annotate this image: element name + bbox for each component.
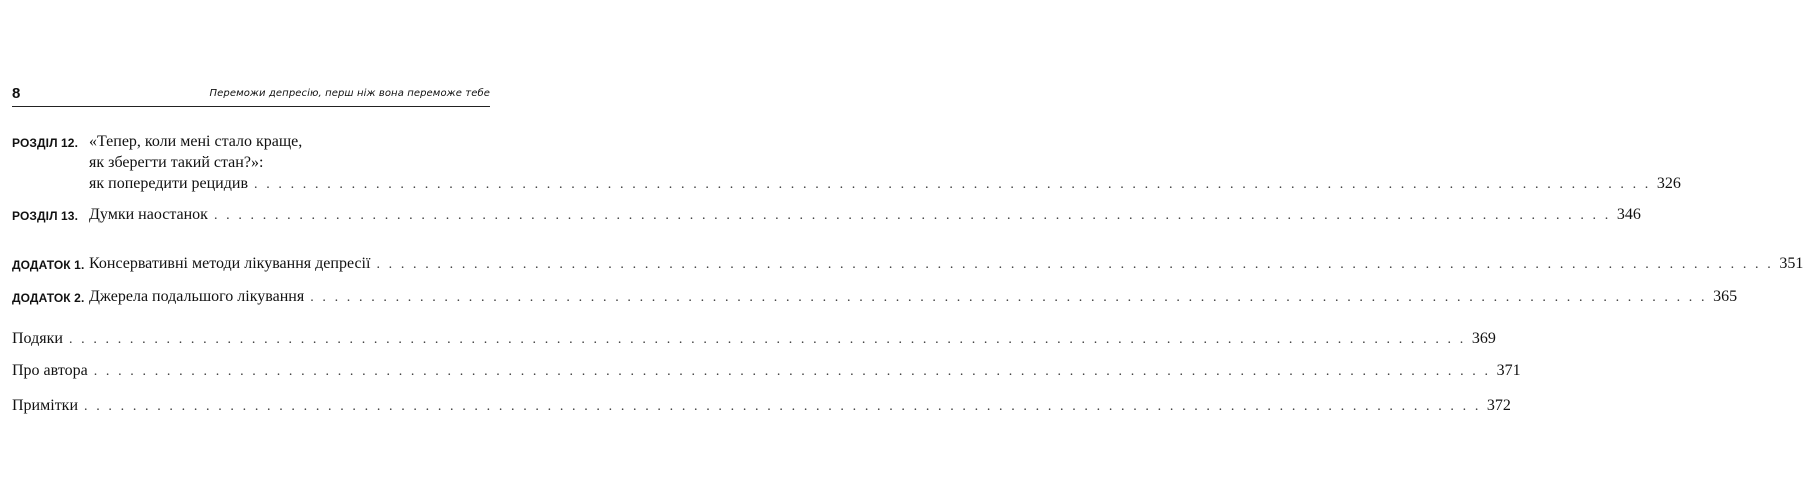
toc-entry-leader-row xyxy=(89,288,1738,307)
toc-entry-label: ДОДАТОК 1. xyxy=(12,258,85,272)
toc-entry-chapter-12[interactable] xyxy=(12,133,1681,193)
dot-leader: . . . . . . . . . . . . . . . . . . . . . . . . . . . . . . . . . . . . . . . . . . . . . . . . . . . . . . . . . . . . . . . . . . . . . . . . . . . . . . . . . . . . . . . . . . . . . . . . . . . . . . . . . . . . . . . . . . . xyxy=(254,177,1651,192)
toc-page-number: 365 xyxy=(1713,288,1738,305)
toc-entry-leader-row xyxy=(12,362,1521,381)
page-header xyxy=(12,86,490,102)
dot-leader: . . . . . . . . . . . . . . . . . . . . . . . . . . . . . . . . . . . . . . . . . . . . . . . . . . . . . . . . . . . . . . . . . . . . . . . . . . . . . . . . . . . . . . . . . . . . . . . . . . . . . . . . . . . . . . . . . . . xyxy=(68,332,1466,347)
toc-entry-title-line: «Тепер, коли мені стало краще, xyxy=(89,133,303,150)
toc-entry-label: ДОДАТОК 2. xyxy=(12,291,85,305)
toc-entry-appendix-1[interactable] xyxy=(12,255,1803,275)
toc-entry-title: Примітки xyxy=(12,397,79,414)
toc-entry-notes[interactable] xyxy=(12,397,1511,417)
toc-entry-title: Джерела подальшого лікування xyxy=(89,288,305,305)
toc-entry-leader-row xyxy=(12,330,1496,349)
dot-leader: . . . . . . . . . . . . . . . . . . . . . . . . . . . . . . . . . . . . . . . . . . . . . . . . . . . . . . . . . . . . . . . . . . . . . . . . . . . . . . . . . . . . . . . . . . . . . . . . . . . . . . . . . . . . . . . . . . . xyxy=(310,290,1708,305)
toc-entry-title: Думки наостанок xyxy=(89,206,208,223)
toc-entry-title-line: як попередити рецидив xyxy=(89,175,248,192)
dot-leader: . . . . . . . . . . . . . . . . . . . . . . . . . . . . . . . . . . . . . . . . . . . . . . . . . . . . . . . . . . . . . . . . . . . . . . . . . . . . . . . . . . . . . . . . . . . . . . . . . . . . . . . . . . . . . . . . . . . xyxy=(213,208,1611,223)
page-number: 8 xyxy=(12,85,21,102)
running-title: Переможи депресію, перш ніж вона переможе тебе xyxy=(209,88,490,99)
toc-entry-chapter-13[interactable] xyxy=(12,206,1641,226)
toc-page-number: 326 xyxy=(1656,175,1681,192)
toc-entry-leader-row xyxy=(89,206,1641,225)
toc-entry-title-line: як зберегти такий стан?»: xyxy=(89,154,264,171)
toc-entry-label: РОЗДІЛ 13. xyxy=(12,209,79,223)
toc-entry-leader-row xyxy=(12,397,1511,416)
toc-entry-about-author[interactable] xyxy=(12,362,1521,382)
toc-page-number: 371 xyxy=(1496,362,1521,379)
toc-entry-leader-row xyxy=(89,255,1803,274)
toc-entry-leader-row xyxy=(89,175,1681,194)
toc-entry-acknowledgements[interactable] xyxy=(12,330,1496,350)
toc-entry-title: Подяки xyxy=(12,330,63,347)
toc-entry-label: РОЗДІЛ 12. xyxy=(12,136,79,150)
toc-page-number: 351 xyxy=(1779,255,1803,272)
toc-page-number: 346 xyxy=(1616,206,1641,223)
dot-leader: . . . . . . . . . . . . . . . . . . . . . . . . . . . . . . . . . . . . . . . . . . . . . . . . . . . . . . . . . . . . . . . . . . . . . . . . . . . . . . . . . . . . . . . . . . . . . . . . . . . . . . . . . . . . . . . . . . . xyxy=(84,399,1481,414)
toc-page-number: 369 xyxy=(1471,330,1496,347)
toc-entry-appendix-2[interactable] xyxy=(12,288,1738,308)
dot-leader: . . . . . . . . . . . . . . . . . . . . . . . . . . . . . . . . . . . . . . . . . . . . . . . . . . . . . . . . . . . . . . . . . . . . . . . . . . . . . . . . . . . . . . . . . . . . . . . . . . . . . . . . . . . . . . . . . . . xyxy=(93,364,1491,379)
dot-leader: . . . . . . . . . . . . . . . . . . . . . . . . . . . . . . . . . . . . . . . . . . . . . . . . . . . . . . . . . . . . . . . . . . . . . . . . . . . . . . . . . . . . . . . . . . . . . . . . . . . . . . . . . . . . . . . . . . . xyxy=(376,257,1774,272)
header-divider xyxy=(12,106,490,107)
toc-entry-title: Про автора xyxy=(12,362,88,379)
toc-entry-title: Консервативні методи лікування депресії xyxy=(89,255,371,272)
toc-page-number: 372 xyxy=(1486,397,1511,414)
